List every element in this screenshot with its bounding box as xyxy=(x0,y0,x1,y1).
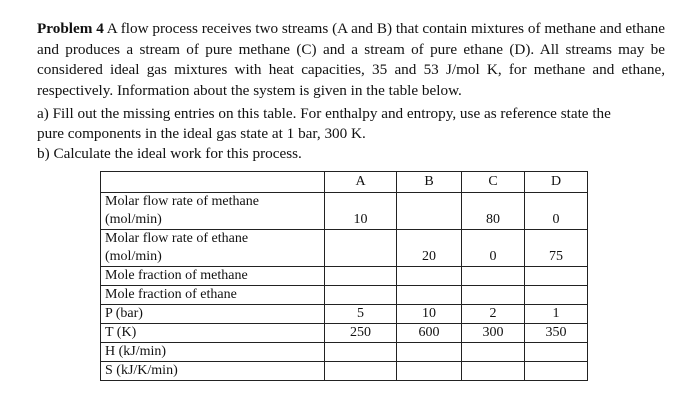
cell-stream-a: 250 xyxy=(325,324,397,343)
cell-stream-d xyxy=(525,362,588,381)
problem-statement xyxy=(37,19,665,101)
cell-stream-a xyxy=(325,362,397,381)
row-label xyxy=(101,305,325,324)
row-label xyxy=(101,193,325,230)
cell-stream-b: 600 xyxy=(397,324,462,343)
cell-stream-a xyxy=(325,286,397,305)
part-a-continued: pure components in the ideal gas state at 1 bar, 300 K. xyxy=(37,125,366,142)
cell-stream-d: 75 xyxy=(525,230,588,267)
cell-stream-b: 20 xyxy=(397,230,462,267)
row-label xyxy=(101,324,325,343)
header-cell-d: D xyxy=(525,172,588,193)
table-row xyxy=(101,286,588,305)
cell-stream-a xyxy=(325,343,397,362)
cell-stream-d: 0 xyxy=(525,193,588,230)
problem-text: A flow process receives two streams (A and B) that contain mixtures of methane and ethane and produces a stream of pure methane (C) and a stream of pure ethane (D). All streams may be considered ideal gas mixtures with heat capacities, 35 and 53 J/mol K, for methane and ethane, respectively. Information about the system is given in the table below. xyxy=(37,20,665,99)
table-row xyxy=(101,324,588,343)
cell-stream-d: 350 xyxy=(525,324,588,343)
cell-stream-b xyxy=(397,343,462,362)
cell-stream-d xyxy=(525,267,588,286)
cell-stream-b xyxy=(397,362,462,381)
problem-label: Problem 4 xyxy=(37,20,104,37)
row-label xyxy=(101,230,325,267)
header-cell-empty xyxy=(101,172,325,193)
table-row xyxy=(101,362,588,381)
table-body xyxy=(101,193,588,381)
part-b: b) Calculate the ideal work for this process. xyxy=(37,145,302,162)
cell-stream-c: 80 xyxy=(462,193,525,230)
row-label xyxy=(101,362,325,381)
row-label-line2: (mol/min) xyxy=(105,212,162,227)
row-label xyxy=(101,267,325,286)
table-row xyxy=(101,305,588,324)
header-cell-b: B xyxy=(397,172,462,193)
row-label-line1: P (bar) xyxy=(105,306,143,321)
cell-stream-c: 2 xyxy=(462,305,525,324)
row-label xyxy=(101,286,325,305)
cell-stream-a xyxy=(325,267,397,286)
row-label xyxy=(101,343,325,362)
cell-stream-a: 10 xyxy=(325,193,397,230)
cell-stream-d xyxy=(525,343,588,362)
cell-stream-a: 5 xyxy=(325,305,397,324)
cell-stream-d xyxy=(525,286,588,305)
cell-stream-c: 300 xyxy=(462,324,525,343)
row-label-line2: (mol/min) xyxy=(105,249,162,264)
cell-stream-b xyxy=(397,193,462,230)
table-row xyxy=(101,343,588,362)
problem-parts xyxy=(37,104,665,164)
cell-stream-c xyxy=(462,267,525,286)
table-row xyxy=(101,230,588,267)
cell-stream-c xyxy=(462,286,525,305)
cell-stream-d: 1 xyxy=(525,305,588,324)
cell-stream-b xyxy=(397,267,462,286)
row-label-line1: H (kJ/min) xyxy=(105,344,167,359)
part-a: a) Fill out the missing entries on this table. For enthalpy and entropy, use as reference state the xyxy=(37,105,611,122)
cell-stream-c xyxy=(462,362,525,381)
cell-stream-a xyxy=(325,230,397,267)
header-cell-a: A xyxy=(325,172,397,193)
row-label-line1: Molar flow rate of ethane xyxy=(105,231,249,246)
cell-stream-c: 0 xyxy=(462,230,525,267)
row-label-line1: T (K) xyxy=(105,325,137,340)
table-row xyxy=(101,193,588,230)
row-label-line1: Mole fraction of ethane xyxy=(105,287,237,302)
table-row xyxy=(101,267,588,286)
row-label-line1: S (kJ/K/min) xyxy=(105,363,178,378)
stream-data-table xyxy=(100,171,588,381)
header-cell-c: C xyxy=(462,172,525,193)
cell-stream-c xyxy=(462,343,525,362)
row-label-line1: Mole fraction of methane xyxy=(105,268,248,283)
cell-stream-b xyxy=(397,286,462,305)
cell-stream-b: 10 xyxy=(397,305,462,324)
table-header-row xyxy=(101,172,588,193)
row-label-line1: Molar flow rate of methane xyxy=(105,194,259,209)
